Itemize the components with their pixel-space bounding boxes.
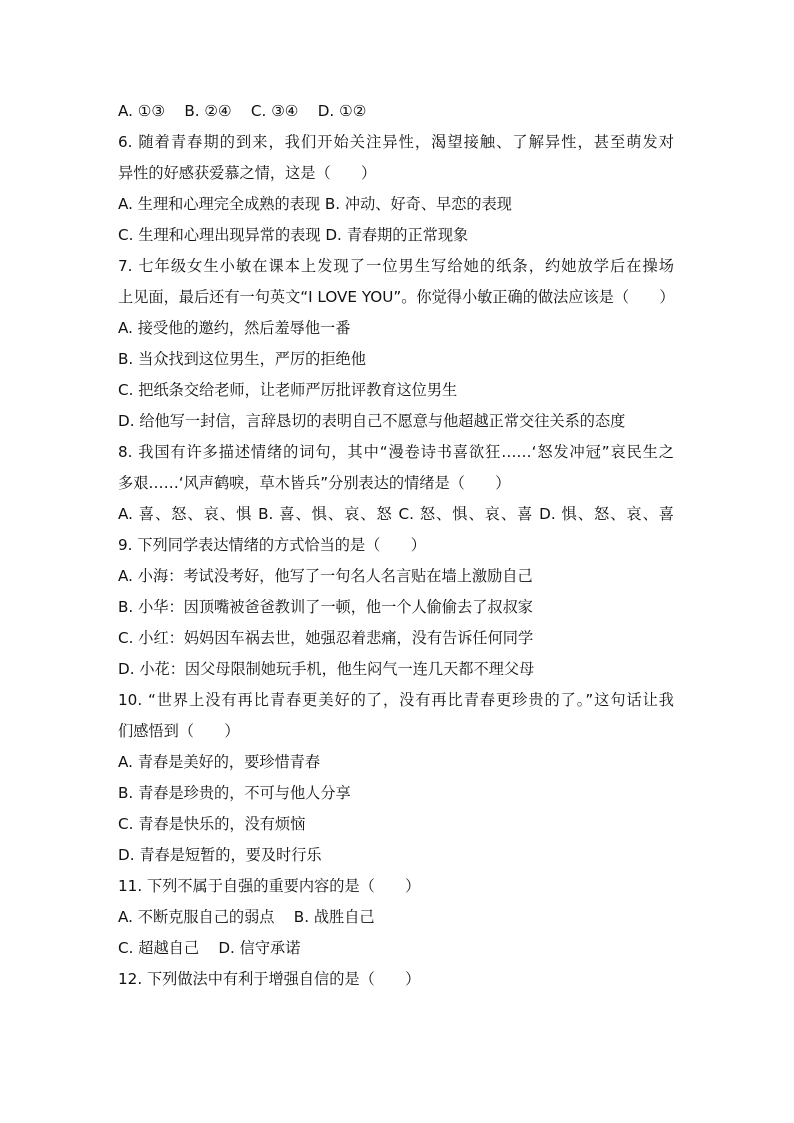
q9-option-a: A. 小海：考试没考好，他写了一句名人名言贴在墙上激励自己 [118,567,533,585]
question-text-block [118,96,678,995]
q7-option-c: C. 把纸条交给老师，让老师严厉批评教育这位男生 [118,381,458,399]
q7-stem-line-2: 上见面，最后还有一句英文“I LOVE YOU”。你觉得小敏正确的做法应该是（ ） [118,288,675,306]
q7-option-b: B. 当众找到这位男生，严厉的拒绝他 [118,350,366,368]
q11-options-ab: A. 不断克服自己的弱点 B. 战胜自己 [118,908,375,926]
q9-stem: 9. 下列同学表达情绪的方式恰当的是（ ） [118,536,426,554]
q8-stem-line-2: 多艰……‘风声鹤唳，草木皆兵”分别表达的情绪是（ ） [118,474,511,492]
q10-option-c: C. 青春是快乐的，没有烦恼 [118,815,306,833]
q8-options: A. 喜、怒、哀、惧 B. 喜、惧、哀、怒 C. 怒、惧、哀、喜 D. 惧、怒、哀、喜 [118,505,674,523]
q10-stem-line-2: 们感悟到（ ） [118,722,240,740]
q6-options-cd: C. 生理和心理出现异常的表现 D. 青春期的正常现象 [118,226,469,244]
q11-options-cd: C. 超越自己 D. 信守承诺 [118,939,301,957]
q6-stem-line-2: 异性的好感获爱慕之情，这是（ ） [118,164,377,182]
q9-option-c: C. 小红：妈妈因车祸去世，她强忍着悲痛，没有告诉任何同学 [118,629,534,647]
q7-option-a: A. 接受他的邀约，然后羞辱他一番 [118,319,351,337]
q11-stem: 11. 下列不属于自强的重要内容的是（ ） [118,877,421,895]
q7-option-d: D. 给他写一封信，言辞恳切的表明自己不愿意与他超越正常交往关系的态度 [118,412,626,430]
q5-options: A. ①③ B. ②④ C. ③④ D. ①② [118,102,367,120]
q10-option-d: D. 青春是短暂的，要及时行乐 [118,846,322,864]
q10-option-a: A. 青春是美好的，要珍惜青春 [118,753,321,771]
q8-stem-line-1: 8. 我国有许多描述情绪的词句，其中“漫卷诗书喜欲狂……‘怒发冲冠”哀民生之 [118,443,674,461]
q6-stem-line-1: 6. 随着青春期的到来，我们开始关注异性，渴望接触、了解异性，甚至萌发对 [118,133,674,151]
q9-option-b: B. 小华：因顶嘴被爸爸教训了一顿，他一个人偷偷去了叔叔家 [118,598,533,616]
q6-options-ab: A. 生理和心理完全成熟的表现 B. 冲动、好奇、早恋的表现 [118,195,512,213]
q10-option-b: B. 青春是珍贵的，不可与他人分享 [118,784,351,802]
q9-option-d: D. 小花：因父母限制她玩手机，他生闷气一连几天都不理父母 [118,660,535,678]
q10-stem-line-1: 10. “世界上没有再比青春更美好的了，没有再比青春更珍贵的了。”这句话让我 [118,691,674,709]
q7-stem-line-1: 7. 七年级女生小敏在课本上发现了一位男生写给她的纸条，约她放学后在操场 [118,257,674,275]
q12-stem: 12. 下列做法中有利于增强自信的是（ ） [118,970,421,988]
